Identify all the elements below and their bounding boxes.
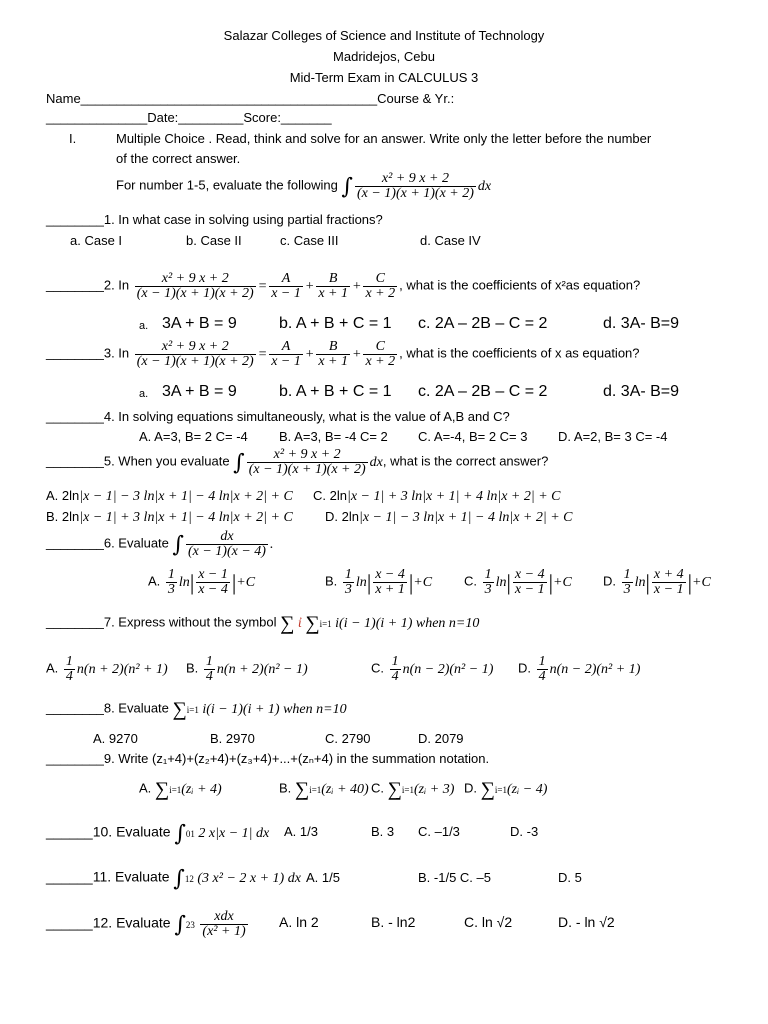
q7-option-d: D. $\frac{1}{4}$ n(n − 2)(n² + 1) (518, 654, 641, 684)
q5-c-label: C. 2ln (313, 488, 347, 503)
section-instructions: Multiple Choice . Read, think and solve for an answer. Write only the letter before the number (116, 131, 652, 146)
q2-option-a: 3A + B = 9 (162, 315, 237, 332)
q10-integral: ∫01 2 x|x − 1| dx (174, 821, 270, 846)
q12-option-c: C. ln √2 (464, 914, 513, 930)
q8-option-a: A. 9270 (93, 731, 138, 746)
q5-b-label: B. 2ln (46, 509, 80, 524)
q3-prefix: ________3. In (46, 345, 130, 361)
q5-prefix: ________5. When you evaluate (46, 453, 230, 469)
section-instructions-2: of the correct answer. (116, 151, 241, 166)
q11-integral: ∫12 (3 x² − 2 x + 1) dx (173, 866, 301, 891)
q3-suffix: , what is the coefficients of x as equation? (399, 345, 640, 361)
q11-line (46, 866, 301, 891)
q10-prefix: ______10. Evaluate (46, 823, 171, 840)
q6-option-a: A. $\frac{1}{3}$ ln| $\frac{x - 1}{x - 4}$ |+C (148, 567, 256, 597)
q5-a-label: A. 2ln (46, 488, 80, 503)
q2-a-letter: a. (139, 320, 149, 332)
q7-c-label: C. (371, 660, 384, 676)
q6-d-label: D. (603, 573, 616, 589)
q2-suffix: , what is the coefficients of x²as equation? (399, 277, 641, 293)
q2-option-b: b. A + B + C = 1 (279, 315, 392, 332)
intro-text: For number 1-5, evaluate the following (116, 177, 338, 193)
q7-a-label: A. (46, 660, 59, 676)
q9-a-label: A. (139, 780, 152, 796)
q6-b-label: B. (325, 573, 338, 589)
q12-prefix: ______12. Evaluate (46, 914, 171, 931)
q4-option-d: D. A=2, B= 3 C= -4 (558, 429, 668, 444)
date-score-line: ______________Date:_________Score:_______ (46, 110, 332, 125)
q10-option-b: B. 3 (371, 824, 395, 839)
q12-integral: ∫23 $\frac{\text{xdx}}{\text{(x² + 1)}}$ (174, 909, 246, 939)
q5-option-c: C. 2ln|x − 1| + 3 ln|x + 1| + 4 ln|x + 2| + C (313, 488, 561, 504)
q1-option-c: c. Case III (280, 233, 339, 248)
q11-option-a: A. 1/5 (306, 870, 340, 885)
exam-title: Mid-Term Exam in CALCULUS 3 (289, 70, 479, 85)
q7-option-b: B. $\frac{1}{4}$ n(n + 2)(n² − 1) (186, 654, 308, 684)
q6-a-label: A. (148, 573, 161, 589)
q3-line (46, 340, 640, 369)
q5-option-b: B. 2ln|x − 1| + 3 ln|x + 1| − 4 ln|x + 2| + C (46, 509, 293, 525)
q6-option-b: B. $\frac{1}{3}$ ln| $\frac{x - 4}{x + 1}$ |+C (325, 567, 433, 597)
q6-line (46, 530, 273, 559)
q3-option-a: 3A + B = 9 (162, 383, 237, 400)
q9-d-label: D. (464, 780, 477, 796)
q6-option-c: C. $\frac{1}{3}$ ln| $\frac{x - 4}{x - 1}$ |+C (464, 567, 572, 597)
q7-option-c: C. $\frac{1}{4}$ n(n − 2)(n² − 1) (371, 654, 494, 684)
q12-line (46, 910, 250, 939)
q5-integral: ∫ $\frac{\text{x² + 9 x + 2}}{(x - 1)(x + 1)(x + 2)}$ dx (233, 447, 383, 477)
q5-d-label: D. 2ln (325, 509, 359, 524)
q6-option-d: D. $\frac{1}{3}$ ln| $\frac{x + 4}{x - 1}$ |+C (603, 567, 711, 597)
q2-line (46, 272, 640, 301)
q5-option-a: A. 2ln|x − 1| − 3 ln|x + 1| − 4 ln|x + 2| + C (46, 488, 293, 504)
q9-option-c: C. ∑i=1(zᵢ + 3) (371, 778, 455, 800)
q4-option-b: B. A=3, B= -4 C= 2 (279, 429, 388, 444)
q12-option-b: B. - ln2 (371, 914, 416, 930)
q9-option-d: D. ∑i=1(zᵢ − 4) (464, 778, 548, 800)
section-number: I. (69, 131, 77, 146)
q7-b-label: B. (186, 660, 199, 676)
q9-c-label: C. (371, 780, 384, 796)
q2-prefix: ________2. In (46, 277, 130, 293)
intro-integral: ∫ $\frac{\text{x² + 9 x + 2}}{(x - 1)(x + 1)(x + 2)}$ dx (341, 171, 492, 201)
q9-option-b: B. ∑i=1(zᵢ + 40) (279, 778, 369, 800)
q11-option-bc: B. -1/5 C. –5 (418, 870, 491, 885)
q3-option-b: b. A + B + C = 1 (279, 383, 392, 400)
q5-suffix: , what is the correct answer? (382, 453, 549, 469)
q2-equation: $\frac{\text{x² + 9 x + 2}}{(x - 1)(x + 1)(x + 2)}$ = $\frac{A}{x - 1}$ + $\frac{B}{x + 1}$ + $\frac{C}{x + 2}$ (136, 271, 396, 301)
q3-a-letter: a. (139, 388, 149, 400)
q8-line (46, 698, 347, 721)
q4-text: ________4. In solving equations simultaneously, what is the value of A,B and C? (46, 409, 510, 424)
q8-prefix: ________8. Evaluate (46, 700, 169, 716)
q8-option-d: D. 2079 (418, 731, 464, 746)
q2-option-d: d. 3A- B=9 (603, 315, 680, 332)
q1-option-b: b. Case II (186, 233, 242, 248)
q3-option-c: c. 2A – 2B – C = 2 (418, 383, 548, 400)
q10-line (46, 821, 269, 846)
q11-prefix: ______11. Evaluate (46, 868, 170, 885)
q4-option-a: A. A=3, B= 2 C= -4 (139, 429, 248, 444)
q7-d-label: D. (518, 660, 531, 676)
q3-equation: $\frac{\text{x² + 9 x + 2}}{(x - 1)(x + 1)(x + 2)}$ = $\frac{A}{x - 1}$ + $\frac{B}{x + 1}$ + $\frac{C}{x + 2}$ (136, 339, 396, 369)
q9-option-a: A. ∑i=1(zᵢ + 4) (139, 778, 222, 800)
q6-integral: ∫ $\frac{dx}{(x - 1)(x - 4)}$ . (172, 529, 274, 559)
q10-option-a: A. 1/3 (284, 824, 318, 839)
q1-option-d: d. Case IV (420, 233, 481, 248)
q2-option-c: c. 2A – 2B – C = 2 (418, 315, 548, 332)
name-course-line: Name_________________________________________Course & Yr.: (46, 91, 455, 106)
q8-option-b: B. 2970 (210, 731, 255, 746)
q7-prefix: ________7. Express without the symbol (46, 614, 277, 630)
q1-text: ________1. In what case in solving using partial fractions? (46, 212, 383, 227)
q1-option-a: a. Case I (70, 233, 123, 248)
q6-prefix: ________6. Evaluate (46, 535, 169, 551)
q7-line (46, 612, 479, 635)
intro-line (116, 172, 491, 201)
q8-option-c: C. 2790 (325, 731, 371, 746)
q3-option-d: d. 3A- B=9 (603, 383, 680, 400)
q5-option-d: D. 2ln|x − 1| − 3 ln|x + 1| − 4 ln|x + 2| + C (325, 509, 573, 525)
q7-expression: ∑ ἰ ∑i=1 i(i − 1)(i + 1) when n=10 (280, 612, 480, 634)
q10-option-d: D. -3 (510, 824, 539, 839)
q9-b-label: B. (279, 780, 292, 796)
school-location: Madridejos, Cebu (333, 49, 435, 64)
q12-option-a: A. ln 2 (279, 914, 319, 930)
q12-option-d: D. - ln √2 (558, 914, 615, 930)
q5-line (46, 448, 548, 477)
q8-expression: ∑i=1 i(i − 1)(i + 1) when n=10 (172, 698, 347, 720)
q11-option-d: D. 5 (558, 870, 582, 885)
q9-text: ________9. Write (z₁+4)+(z₂+4)+(z₃+4)+...+(zₙ+4) in the summation notation. (46, 751, 490, 766)
q4-option-c: C. A=-4, B= 2 C= 3 (418, 429, 528, 444)
school-name: Salazar Colleges of Science and Institute of Technology (223, 28, 545, 43)
q7-option-a: A. $\frac{1}{4}$ n(n + 2)(n² + 1) (46, 654, 168, 684)
q6-c-label: C. (464, 573, 477, 589)
q10-option-c: C. –1/3 (418, 824, 460, 839)
